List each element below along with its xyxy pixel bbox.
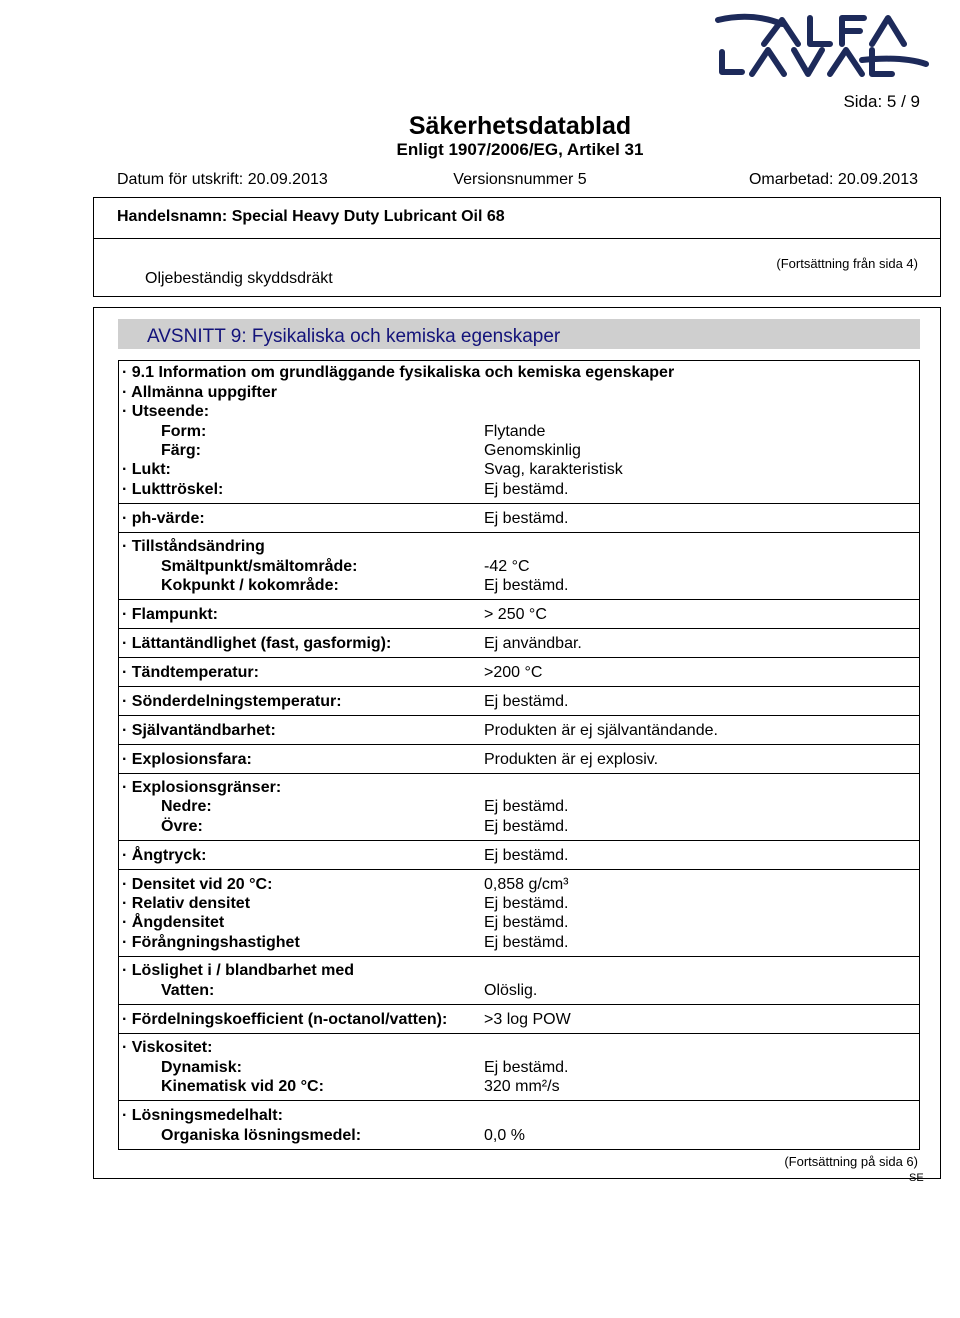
- boiling-value: Ej bestämd.: [484, 577, 569, 594]
- dynamic-label: Dynamisk:: [161, 1059, 242, 1076]
- divider: [118, 840, 920, 841]
- upper-limit-label: Övre:: [161, 818, 203, 835]
- page-number: Sida: 5 / 9: [843, 92, 920, 111]
- color-label: Färg:: [161, 442, 201, 459]
- divider: [118, 503, 920, 504]
- lower-limit-label: Nedre:: [161, 798, 212, 815]
- water-label: Vatten:: [161, 982, 215, 999]
- continued-from: (Fortsättning från sida 4): [776, 256, 918, 271]
- flash-point-label: · Flampunkt:: [122, 606, 218, 623]
- ignition-value: >200 °C: [484, 664, 543, 681]
- melting-value: -42 °C: [484, 558, 530, 575]
- melting-label: Smältpunkt/smältområde:: [161, 558, 358, 575]
- divider: [118, 715, 920, 716]
- trade-name: Handelsnamn: Special Heavy Duty Lubricant Oil 68: [117, 208, 505, 225]
- alfa-laval-logo: [712, 4, 932, 80]
- kinematic-value: 320 mm²/s: [484, 1078, 560, 1095]
- form-label: Form:: [161, 423, 207, 440]
- divider: [118, 744, 920, 745]
- dynamic-value: Ej bestämd.: [484, 1059, 569, 1076]
- decomposition-label: · Sönderdelningstemperatur:: [122, 693, 342, 710]
- state-change-label: · Tillståndsändring: [122, 538, 265, 555]
- divider: [118, 1100, 920, 1101]
- ignition-label: · Tändtemperatur:: [122, 664, 259, 681]
- flash-point-value: > 250 °C: [484, 606, 547, 623]
- document-subtitle: Enligt 1907/2006/EG, Artikel 31: [396, 140, 644, 159]
- water-value: Olöslig.: [484, 982, 538, 999]
- density-label: · Densitet vid 20 °C:: [122, 876, 273, 893]
- relative-density-label: · Relativ densitet: [122, 895, 251, 912]
- explosion-limits-label: · Explosionsgränser:: [122, 779, 282, 796]
- ph-value: Ej bestämd.: [484, 510, 569, 527]
- evaporation-value: Ej bestämd.: [484, 934, 569, 951]
- appearance-label: · Utseende:: [122, 403, 210, 420]
- density-value: 0,858 g/cm³: [484, 876, 569, 893]
- divider: [118, 869, 920, 870]
- divider: [118, 599, 920, 600]
- form-value: Flytande: [484, 423, 546, 440]
- continued-on: (Fortsättning på sida 6): [784, 1154, 918, 1169]
- divider: [118, 1004, 920, 1005]
- odor-threshold-value: Ej bestämd.: [484, 481, 569, 498]
- explosion-hazard-value: Produkten är ej explosiv.: [484, 751, 659, 768]
- self-ignition-value: Produkten är ej självantändande.: [484, 722, 718, 739]
- ph-label: · ph-värde:: [122, 510, 205, 527]
- print-date: Datum för utskrift: 20.09.2013: [117, 171, 328, 188]
- intro-label: · 9.1 Information om grundläggande fysikaliska och kemiska egenskaper: [122, 364, 675, 381]
- divider: [118, 686, 920, 687]
- vapor-density-value: Ej bestämd.: [484, 914, 569, 931]
- decomposition-value: Ej bestämd.: [484, 693, 569, 710]
- version-number: Versionsnummer 5: [453, 171, 587, 188]
- document-title: Säkerhetsdatablad: [408, 112, 632, 140]
- general-label: · Allmänna uppgifter: [122, 384, 277, 401]
- upper-limit-value: Ej bestämd.: [484, 818, 569, 835]
- vapor-pressure-value: Ej bestämd.: [484, 847, 569, 864]
- divider: [118, 657, 920, 658]
- viscosity-label: · Viskositet:: [122, 1039, 213, 1056]
- divider: [118, 773, 920, 774]
- boiling-label: Kokpunkt / kokområde:: [161, 577, 339, 594]
- vapor-pressure-label: · Ångtryck:: [122, 847, 207, 864]
- odor-label: · Lukt:: [122, 461, 171, 478]
- solvent-content-label: · Lösningsmedelhalt:: [122, 1107, 283, 1124]
- flammability-value: Ej användbar.: [484, 635, 582, 652]
- odor-value: Svag, karakteristisk: [484, 461, 623, 478]
- evaporation-label: · Förångningshastighet: [122, 934, 300, 951]
- solubility-label: · Löslighet i / blandbarhet med: [122, 962, 355, 979]
- lower-limit-value: Ej bestämd.: [484, 798, 569, 815]
- flammability-label: · Lättantändlighet (fast, gasformig):: [122, 635, 392, 652]
- divider: [118, 1033, 920, 1034]
- color-value: Genomskinlig: [484, 442, 581, 459]
- self-ignition-label: · Självantändbarhet:: [122, 722, 276, 739]
- revised-date: Omarbetad: 20.09.2013: [748, 171, 918, 188]
- relative-density-value: Ej bestämd.: [484, 895, 569, 912]
- vapor-density-label: · Ångdensitet: [122, 914, 225, 931]
- divider: [118, 628, 920, 629]
- odor-threshold-label: · Lukttröskel:: [122, 481, 224, 498]
- partition-value: >3 log POW: [484, 1011, 571, 1028]
- kinematic-label: Kinematisk vid 20 °C:: [161, 1078, 324, 1095]
- partition-label: · Fördelningskoefficient (n-octanol/vatten):: [122, 1011, 448, 1028]
- language-code: SE: [909, 1172, 924, 1184]
- divider: [118, 532, 920, 533]
- previous-item: Oljebeständig skyddsdräkt: [145, 270, 333, 287]
- explosion-hazard-label: · Explosionsfara:: [122, 751, 252, 768]
- section-title: AVSNITT 9: Fysikaliska och kemiska egenskaper: [147, 326, 561, 347]
- organic-solvent-label: Organiska lösningsmedel:: [161, 1127, 362, 1144]
- divider: [118, 956, 920, 957]
- organic-solvent-value: 0,0 %: [484, 1127, 525, 1144]
